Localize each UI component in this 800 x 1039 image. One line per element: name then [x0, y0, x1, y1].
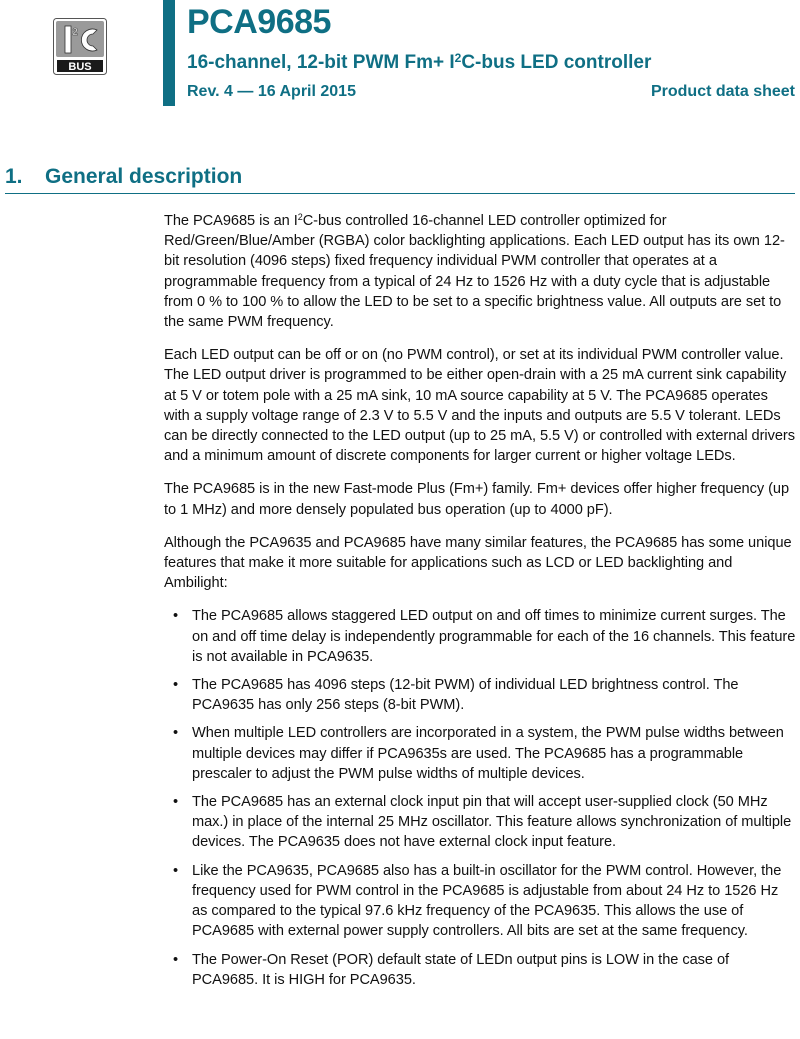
list-item: • The PCA9685 allows staggered LED output on and off times to minimize current surges. The on and off time delay is independently programmable for each of the 16 channels. This feature is not available in PCA9635. [164, 606, 796, 667]
list-item: • The PCA9685 has an external clock input pin that will accept user-supplied clock (50 MHz max.) in place of the internal 25 MHz oscillator. This feature allows synchronization of multiple devices. The PCA9635 does not have external clock input feature. [164, 792, 796, 853]
list-item: • The Power-On Reset (POR) default state of LEDn output pins is LOW in the case of PCA9685. It is HIGH for PCA9635. [164, 950, 796, 990]
list-item: • Like the PCA9635, PCA9685 also has a built-in oscillator for the PWM control. However, the frequency used for PWM control in the PCA9685 is adjustable from about 24 Hz to 1526 Hz as compared to the typical 97.6 kHz frequency of the PCA9635. This allows the use of PCA9685 with external power supply controllers. All bits are set at the same frequency. [164, 861, 796, 942]
document-subtitle: 16-channel, 12-bit PWM $Fm+ I^2C$-bus LED controller [187, 51, 652, 73]
document-title: PCA9685 [187, 3, 331, 41]
section-number: 1. [5, 165, 23, 188]
section-body [164, 211, 796, 998]
logo-text: BUS [68, 61, 92, 73]
section-heading [5, 164, 795, 194]
header-accent-bar [163, 0, 175, 106]
section-title: General description [45, 165, 243, 188]
paragraph-2: Each LED output can be off or on (no PWM control), or set at its individual PWM controller value. The LED output driver is programmed to be either open-drain with a 25 mA current sink capability at 5 V or totem pole with a 25 mA sink, 10 mA source capability at 5 V. The PCA9685 operates with a supply voltage range of 2.3 V to 5.5 V and the inputs and outputs are 5.5 V tolerant. LEDs can be directly connected to the LED output (up to 25 mA, 5.5 V) or controlled with external drivers and a minimum amount of discrete components for larger current or higher voltage LEDs. [164, 347, 795, 465]
revision-date: Rev. 4 — 16 April 2015 [187, 83, 356, 100]
list-item: • When multiple LED controllers are incorporated in a system, the PWM pulse widths between multiple devices may differ if PCA9635s are used. The PCA9685 has a programmable prescaler to adjust the PWM pulse widths of multiple devices. [164, 723, 796, 784]
i2c-bus-logo [53, 18, 107, 75]
document-type: Product data sheet [650, 83, 795, 100]
list-item: • The PCA9685 has 4096 steps (12-bit PWM) of individual LED brightness control. The PCA9635 has only 256 steps (8-bit PWM). [164, 675, 796, 715]
paragraph-4: Although the PCA9635 and PCA9685 have many similar features, the PCA9685 has some unique features that make it more suitable for applications such as LCD or LED backlighting and Ambilight: [164, 534, 792, 592]
paragraph-3: The PCA9685 is in the new Fast-mode Plus (Fm+) family. Fm+ devices offer higher frequency (up to 1 MHz) and more densely populated bus operation (up to 4000 pF). [164, 481, 790, 518]
paragraph-1: The PCA9685 is an $I^2C$-bus controlled 16-channel LED controller optimized for Red/Green/Blue/Amber (RGBA) color backlighting applications. Each LED output has its own 12-bit resolution (4096 steps) fixed frequency individual PWM controller that operates at a programmable frequency from a typical of 24 Hz to 1526 Hz with a duty cycle that is adjustable from 0 % to 100 % to allow the LED to be set to a specific brightness value. All outputs are set to the same PWM frequency. [164, 212, 785, 331]
svg-text:2: 2 [72, 27, 79, 38]
feature-list [164, 606, 796, 989]
